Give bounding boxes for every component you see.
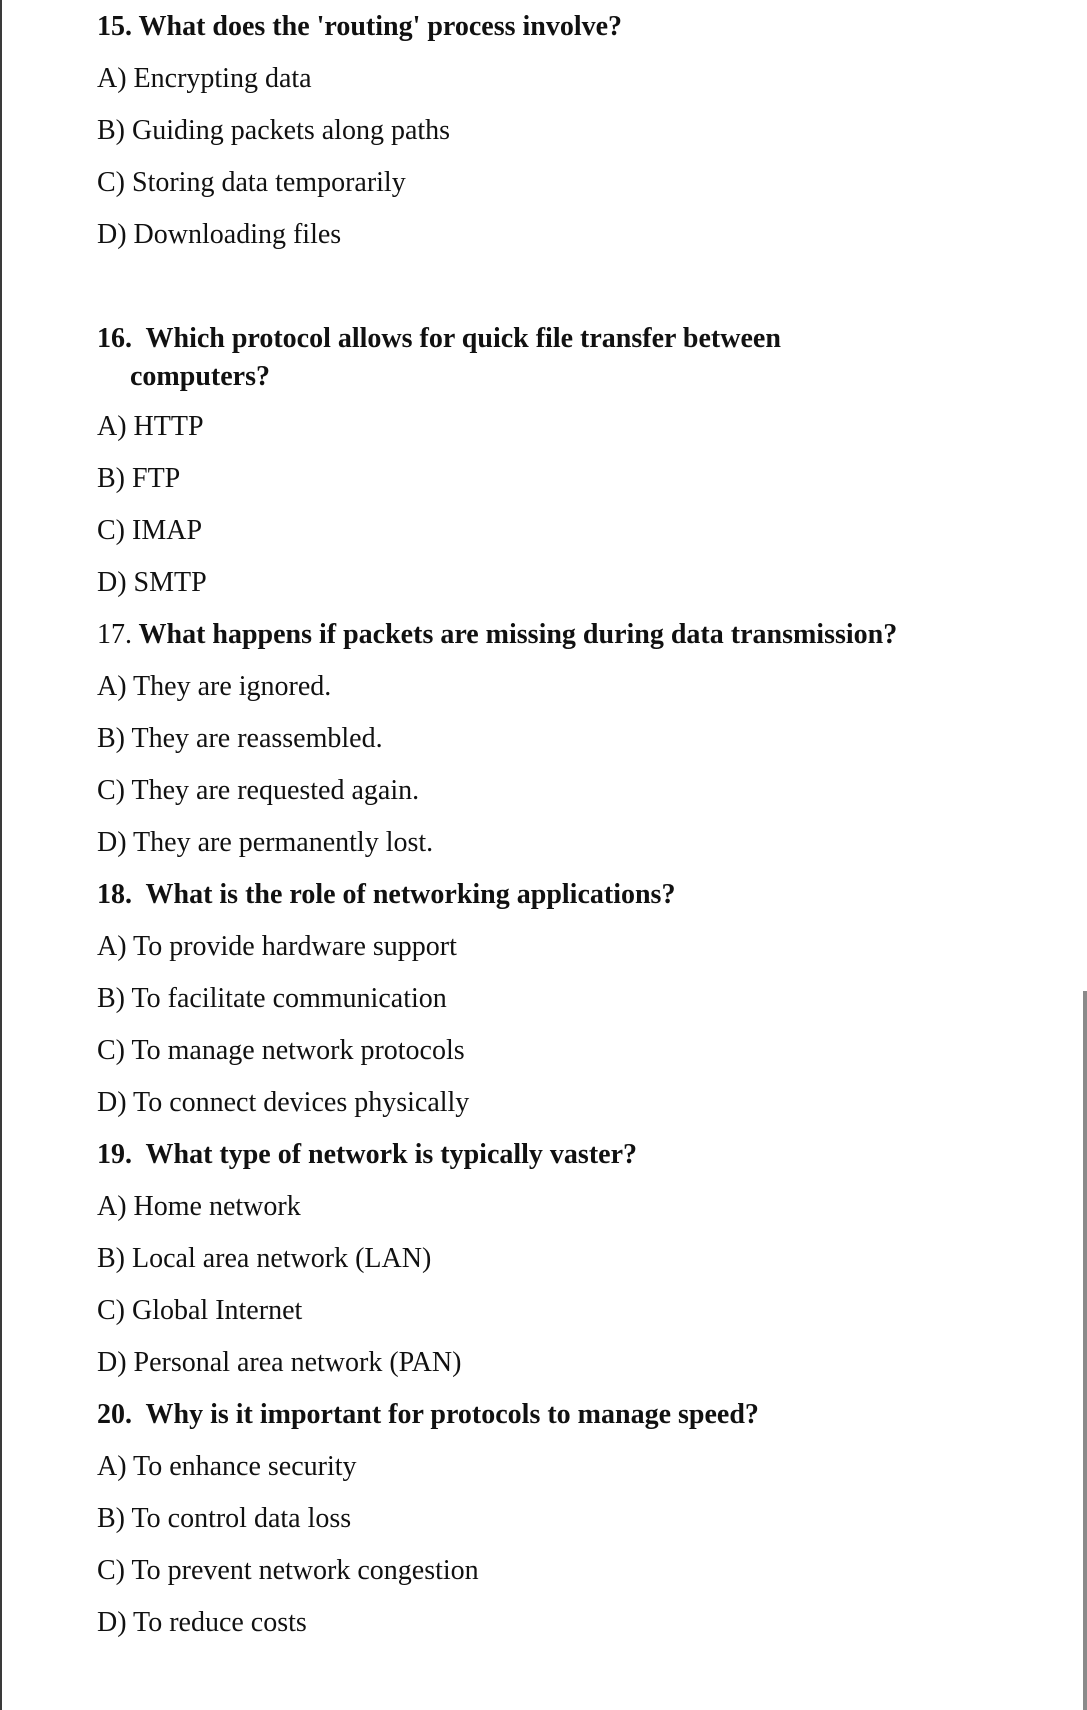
question-18-title bbox=[97, 876, 675, 914]
question-15-text: What does the 'routing' process involve? bbox=[138, 11, 623, 42]
question-20-number: 20. bbox=[97, 1399, 132, 1430]
question-18-option-c: C) To manage network protocols bbox=[97, 1035, 465, 1066]
question-17-text: What happens if packets are missing during data transmission? bbox=[138, 619, 898, 650]
question-15-number: 15. bbox=[97, 11, 132, 42]
question-16-option-d: D) SMTP bbox=[97, 567, 207, 598]
left-margin-rule bbox=[0, 0, 2, 1710]
question-16-text-line2: computers? bbox=[130, 361, 270, 392]
question-16-option-a: A) HTTP bbox=[97, 411, 204, 442]
question-19-text: What type of network is typically vaster? bbox=[145, 1139, 638, 1170]
question-16-option-c: C) IMAP bbox=[97, 515, 203, 546]
question-15-option-c: C) Storing data temporarily bbox=[97, 167, 406, 198]
question-20-option-a: A) To enhance security bbox=[97, 1451, 357, 1482]
question-20-option-c: C) To prevent network congestion bbox=[97, 1555, 479, 1586]
question-15-title bbox=[97, 8, 622, 46]
question-15-option-d: D) Downloading files bbox=[97, 219, 342, 250]
question-17-option-b: B) They are reassembled. bbox=[97, 723, 383, 754]
question-19-number: 19. bbox=[97, 1139, 132, 1170]
scrollbar-edge bbox=[1083, 991, 1087, 1710]
question-18-option-b: B) To facilitate communication bbox=[97, 983, 447, 1014]
question-15-option-b: B) Guiding packets along paths bbox=[97, 115, 451, 146]
question-18-option-a: A) To provide hardware support bbox=[97, 931, 457, 962]
question-20-title bbox=[97, 1396, 759, 1434]
question-19-option-c: C) Global Internet bbox=[97, 1295, 303, 1326]
question-16-title bbox=[97, 320, 781, 358]
question-15-option-a: A) Encrypting data bbox=[97, 63, 312, 94]
question-17-title bbox=[97, 616, 897, 654]
question-20-option-b: B) To control data loss bbox=[97, 1503, 352, 1534]
question-18-text: What is the role of networking applications? bbox=[145, 879, 676, 910]
question-18-number: 18. bbox=[97, 879, 132, 910]
question-19-option-d: D) Personal area network (PAN) bbox=[97, 1347, 462, 1378]
question-16-option-b: B) FTP bbox=[97, 463, 181, 494]
question-17-option-a: A) They are ignored. bbox=[97, 671, 332, 702]
question-20-text: Why is it important for protocols to manage speed? bbox=[145, 1399, 759, 1430]
question-17-option-c: C) They are requested again. bbox=[97, 775, 420, 806]
question-17-number: 17. bbox=[97, 619, 132, 650]
question-18-option-d: D) To connect devices physically bbox=[97, 1087, 470, 1118]
question-20-option-d: D) To reduce costs bbox=[97, 1607, 307, 1638]
question-19-option-b: B) Local area network (LAN) bbox=[97, 1243, 432, 1274]
question-19-title bbox=[97, 1136, 637, 1174]
question-16-text-line1: Which protocol allows for quick file transfer between bbox=[145, 323, 781, 354]
question-19-option-a: A) Home network bbox=[97, 1191, 301, 1222]
question-17-option-d: D) They are permanently lost. bbox=[97, 827, 434, 858]
question-16-number: 16. bbox=[97, 323, 132, 354]
